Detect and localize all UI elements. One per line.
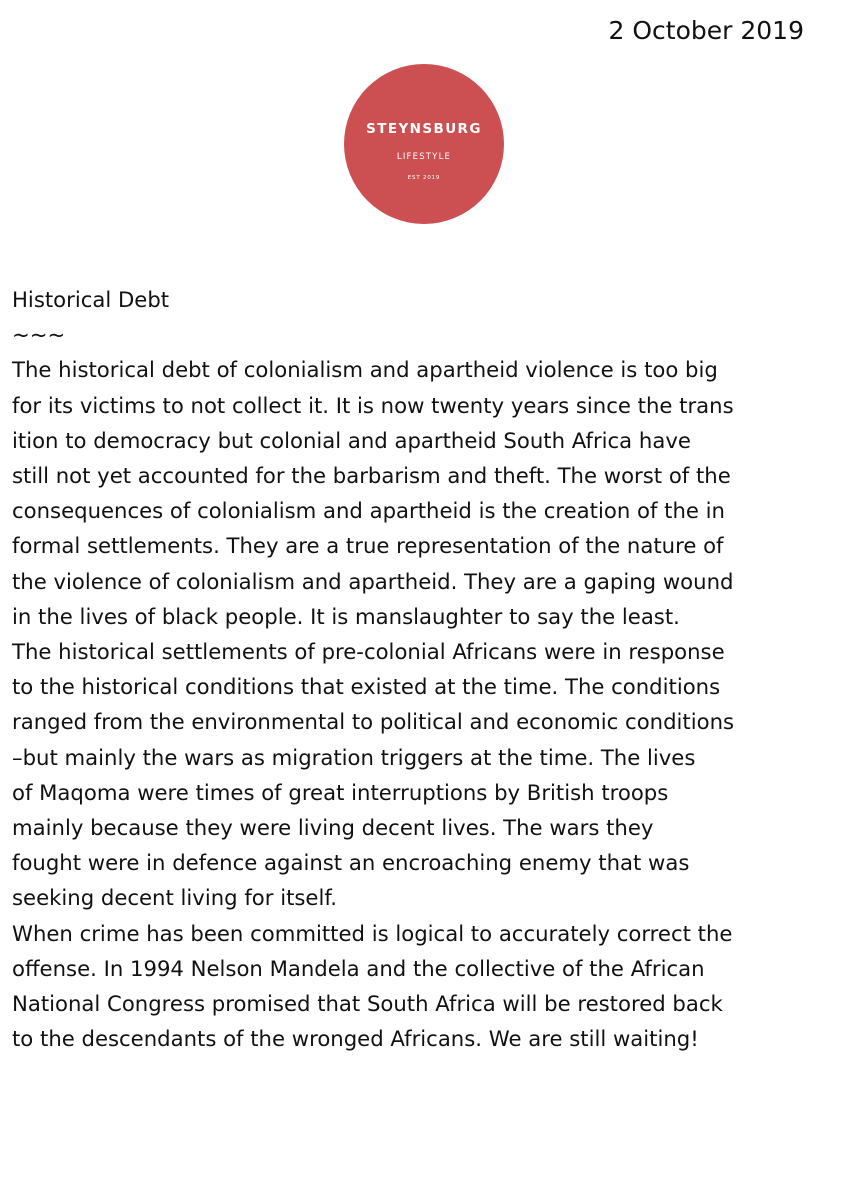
body-line: mainly because they were living decent lives. The wars they bbox=[12, 815, 654, 841]
body-line: The historical debt of colonialism and apartheid violence is too big bbox=[12, 357, 718, 383]
body-line: When crime has been committed is logical to accurately correct the bbox=[12, 920, 733, 946]
body-line: of Maqoma were times of great interruptions by British troops bbox=[12, 779, 669, 805]
article bbox=[12, 282, 842, 1056]
logo-established: EST 2019 bbox=[407, 175, 441, 181]
body-line: –but mainly the wars as migration triggers at the time. The lives bbox=[12, 744, 696, 770]
document-date: 2 October 2019 bbox=[608, 16, 804, 45]
body-line: to the historical conditions that existed at the time. The conditions bbox=[12, 674, 721, 700]
logo-name: STEYNSBURG bbox=[366, 121, 482, 137]
body-line: consequences of colonialism and apartheid is the creation of the in bbox=[12, 498, 725, 524]
body-line: in the lives of black people. It is manslaughter to say the least. bbox=[12, 603, 680, 629]
body-line: offense. In 1994 Nelson Mandela and the collective of the African bbox=[12, 955, 705, 981]
body-line: ranged from the environmental to political and economic conditions bbox=[12, 709, 735, 735]
body-line: to the descendants of the wronged Africans. We are still waiting! bbox=[12, 1026, 699, 1052]
body-line: National Congress promised that South Africa will be restored back bbox=[12, 991, 723, 1017]
article-separator: ~~~ bbox=[12, 322, 66, 348]
body-line: still not yet accounted for the barbarism and theft. The worst of the bbox=[12, 463, 731, 489]
body-line: fought were in defence against an encroaching enemy that was bbox=[12, 850, 690, 876]
body-line: the violence of colonialism and apartheid. They are a gaping wound bbox=[12, 568, 734, 594]
body-line: seeking decent living for itself. bbox=[12, 885, 338, 911]
body-line: ition to democracy but colonial and apartheid South Africa have bbox=[12, 427, 691, 453]
body-line: for its victims to not collect it. It is now twenty years since the trans bbox=[12, 392, 734, 418]
body-line: formal settlements. They are a true representation of the nature of bbox=[12, 533, 724, 559]
steynsburg-lifestyle-logo bbox=[344, 64, 504, 224]
article-title: Historical Debt bbox=[12, 287, 170, 312]
body-line: The historical settlements of pre-colonial Africans were in response bbox=[12, 639, 725, 665]
logo-subtitle: LIFESTYLE bbox=[396, 152, 452, 162]
